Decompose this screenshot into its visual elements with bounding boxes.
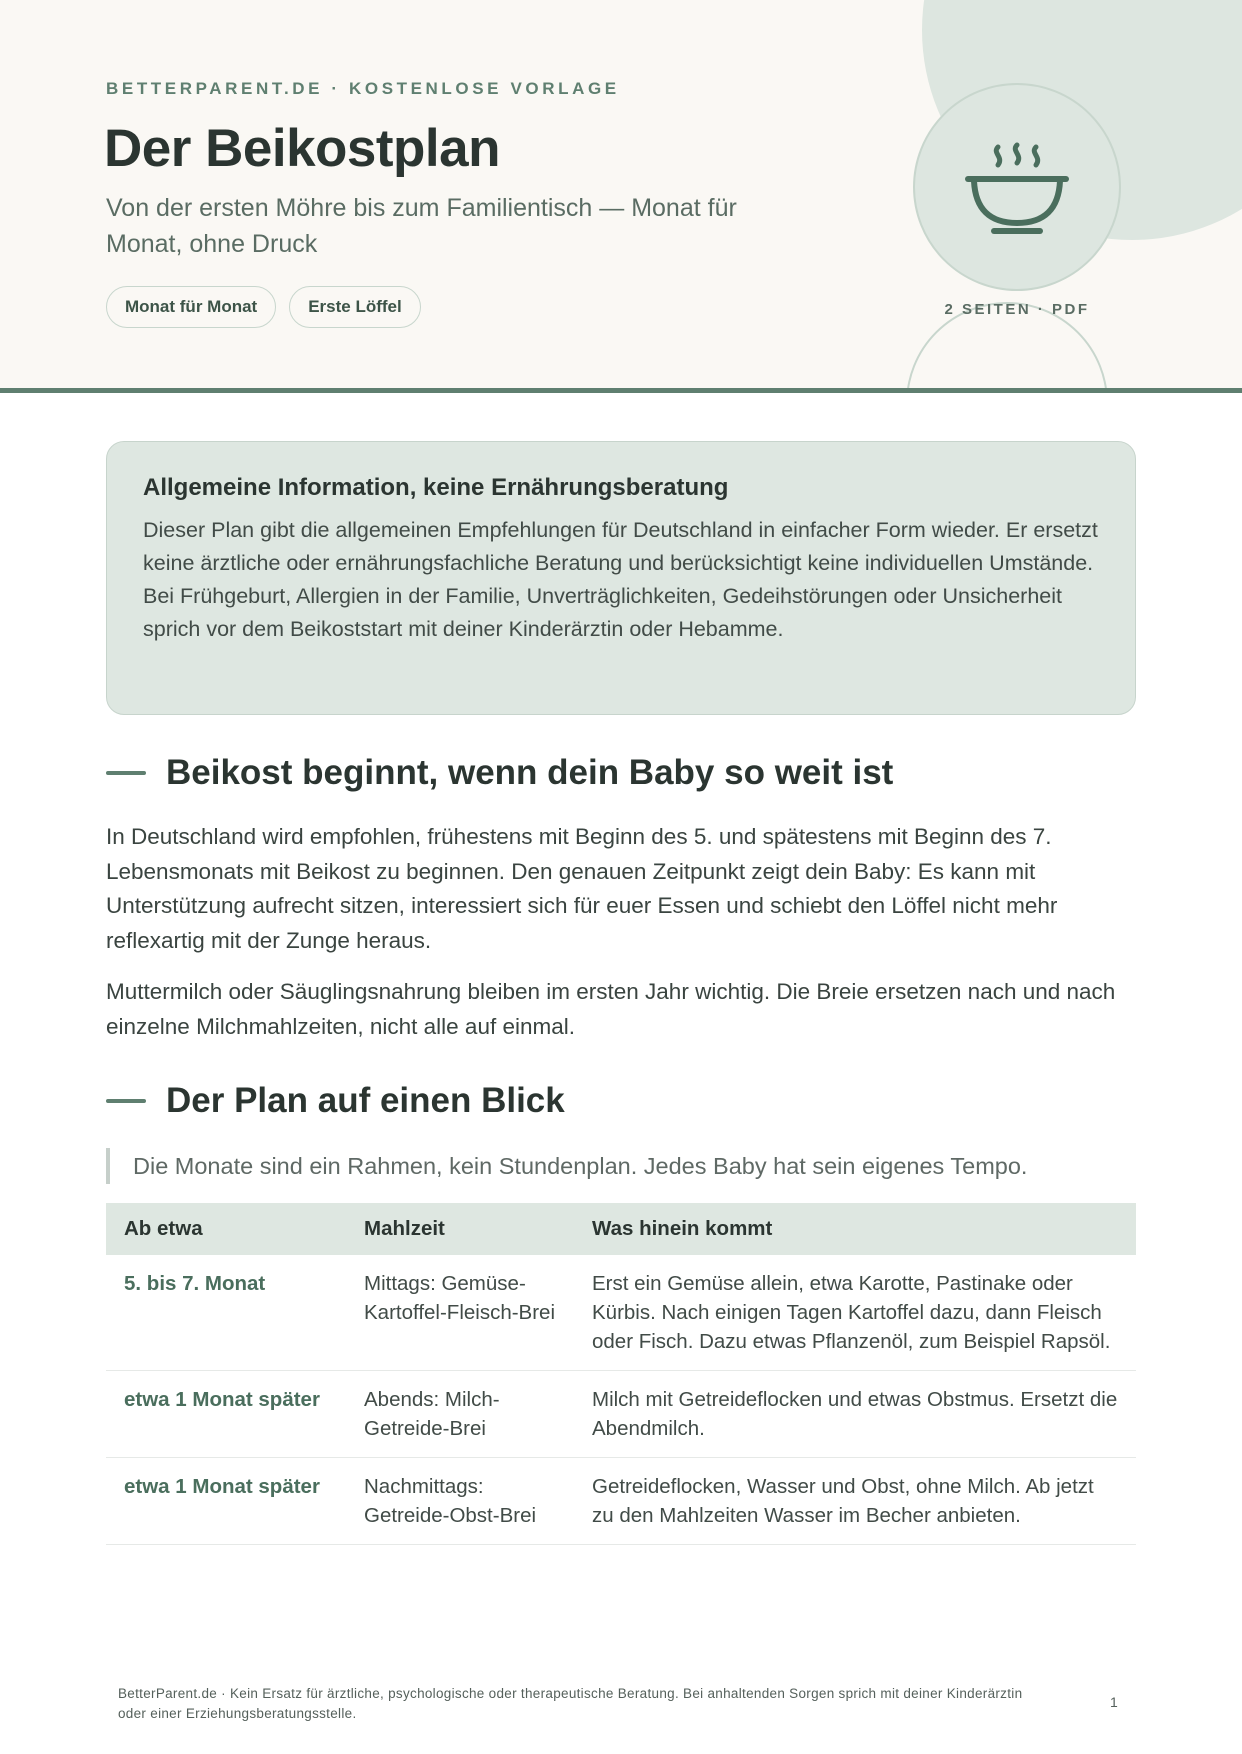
table-header-cell: Was hinein kommt bbox=[574, 1203, 1136, 1255]
tag-monat-fuer-monat: Monat für Monat bbox=[106, 286, 276, 328]
heading-accent-bar bbox=[106, 771, 146, 775]
eyebrow-label: BETTERPARENT.DE · KOSTENLOSE VORLAGE bbox=[106, 79, 620, 98]
table-row bbox=[106, 1458, 1136, 1545]
section-title-plan: Der Plan auf einen Blick bbox=[166, 1081, 565, 1120]
page-title: Der Beikostplan bbox=[104, 119, 501, 178]
table-header-cell: Ab etwa bbox=[106, 1203, 346, 1255]
section-heading-plan bbox=[106, 1081, 565, 1121]
header-divider bbox=[0, 388, 1242, 393]
bowl-steam-icon bbox=[962, 137, 1072, 237]
disclaimer-text: Dieser Plan gibt die allgemeinen Empfehlungen für Deutschland in einfacher Form wieder. Er ersetzt keine ärztliche oder ernährungsfachliche Beratung und berücksichtigt keine individuellen Umstände. Bei Frühgeburt, Allergien in der Familie, Unverträglichkeiten, Gedeihstörungen oder Unsicherheit sprich vor dem Beikoststart mit deiner Kinderärztin oder Hebamme. bbox=[143, 518, 1098, 641]
tag-list bbox=[106, 286, 421, 328]
table-cell-age: etwa 1 Monat später bbox=[106, 1371, 346, 1458]
table-cell-meal: Mittags: Gemüse-Kartoffel-Fleisch-Brei bbox=[346, 1255, 574, 1371]
heading-accent-bar bbox=[106, 1099, 146, 1103]
disclaimer-box bbox=[106, 441, 1136, 715]
table-header-row bbox=[106, 1203, 1136, 1255]
plan-quote: Die Monate sind ein Rahmen, kein Stundenplan. Jedes Baby hat sein eigenes Tempo. bbox=[106, 1148, 1027, 1184]
table-row bbox=[106, 1371, 1136, 1458]
pages-label: 2 SEITEN · PDF bbox=[944, 301, 1090, 318]
paragraph-milk: Muttermilch oder Säuglingsnahrung bleiben im ersten Jahr wichtig. Die Breie ersetzen nach und nach einzelne Milchmahlzeiten, nicht alle auf einmal. bbox=[106, 979, 1116, 1039]
section-title-start: Beikost beginnt, wenn dein Baby so weit ist bbox=[166, 753, 894, 792]
paragraph-start-timing: In Deutschland wird empfohlen, frühestens mit Beginn des 5. und spätestens mit Beginn des 7. Lebensmonats mit Beikost zu beginnen. Den genauen Zeitpunkt zeigt dein Baby: Es kann mit Unterstützung aufrecht sitzen, interessiert sich für euer Essen und schiebt den Löffel nicht mehr reflexartig mit der Zunge heraus. bbox=[106, 824, 1058, 953]
table-cell-meal: Abends: Milch-Getreide-Brei bbox=[346, 1371, 574, 1458]
disclaimer-title: Allgemeine Information, keine Ernährungsberatung bbox=[143, 474, 729, 501]
table-row bbox=[106, 1255, 1136, 1371]
table-cell-contents: Erst ein Gemüse allein, etwa Karotte, Pastinake oder Kürbis. Nach einigen Tagen Kartoffel dazu, dann Fleisch oder Fisch. Dazu etwas Pflanzenöl, zum Beispiel Rapsöl. bbox=[574, 1255, 1136, 1371]
table-cell-contents: Milch mit Getreideflocken und etwas Obstmus. Ersetzt die Abendmilch. bbox=[574, 1371, 1136, 1458]
table-cell-age: 5. bis 7. Monat bbox=[106, 1255, 346, 1371]
table-cell-contents: Getreideflocken, Wasser und Obst, ohne Milch. Ab jetzt zu den Mahlzeiten Wasser im Becher anbieten. bbox=[574, 1458, 1136, 1545]
header-band bbox=[0, 0, 1242, 390]
page-number: 1 bbox=[1110, 1694, 1118, 1710]
plan-table bbox=[106, 1203, 1136, 1545]
table-cell-age: etwa 1 Monat später bbox=[106, 1458, 346, 1545]
section-heading-start bbox=[106, 753, 893, 793]
badge-circle bbox=[913, 83, 1121, 291]
footer-disclaimer: BetterParent.de · Kein Ersatz für ärztliche, psychologische oder therapeutische Beratung. Bei anhaltenden Sorgen sprich mit deiner Kinderärztin oder einer Erziehungsberatungsstelle. bbox=[118, 1686, 1023, 1721]
table-header-cell: Mahlzeit bbox=[346, 1203, 574, 1255]
tag-erste-loeffel: Erste Löffel bbox=[289, 286, 421, 328]
table-cell-meal: Nachmittags: Getreide-Obst-Brei bbox=[346, 1458, 574, 1545]
page-subtitle: Von der ersten Möhre bis zum Familientisch — Monat für Monat, ohne Druck bbox=[106, 194, 737, 258]
